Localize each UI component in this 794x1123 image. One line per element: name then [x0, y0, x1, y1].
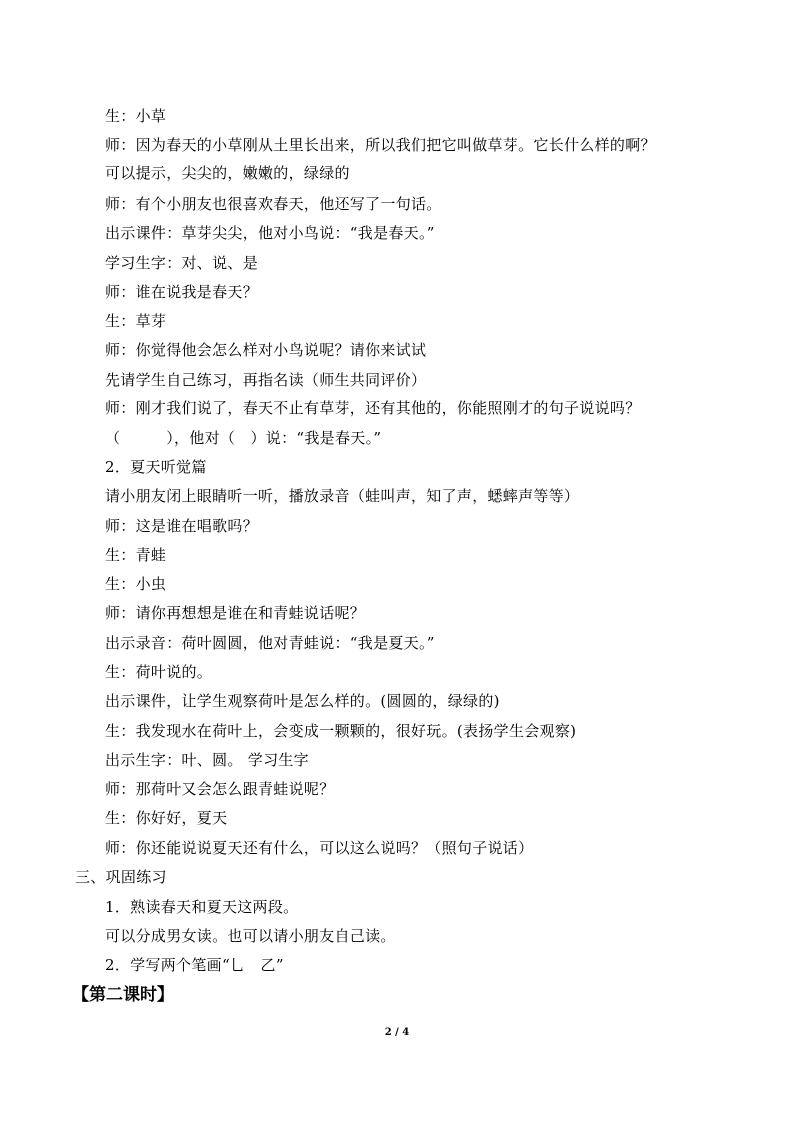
- text-line: 师：这是谁在唱歌吗？: [105, 517, 259, 535]
- text-line: 请小朋友闭上眼睛听一听，播放录音（蛙叫声，知了声，蟋蟀声等等）: [105, 487, 580, 505]
- text-line: 可以提示，尖尖的，嫩嫩的，绿绿的: [105, 164, 350, 182]
- lesson-heading: 【第二课时】: [72, 985, 174, 1005]
- text-line: 师：因为春天的小草刚从土里长出来，所以我们把它叫做草芽。它长什么样的啊？: [105, 136, 656, 154]
- text-line: 生：小草: [105, 107, 167, 125]
- text-line: 生：我发现水在荷叶上，会变成一颗颗的，很好玩。(表扬学生会观察): [105, 722, 577, 740]
- text-line: 师：刚才我们说了，春天不止有草芽，还有其他的，你能照刚才的句子说说吗？: [105, 399, 641, 417]
- text-line: 生：青蛙: [105, 546, 167, 564]
- text-line: 出示生字：叶、圆。 学习生字: [105, 751, 309, 769]
- section-heading: 三、巩固练习: [75, 868, 167, 886]
- text-line: 出示课件，让学生观察荷叶是怎么样的。(圆圆的，绿绿的): [105, 692, 500, 710]
- text-line: 出示课件：草芽尖尖，他对小鸟说：“我是春天。”: [105, 224, 435, 242]
- text-line: 先请学生自己练习，再指名读（师生共同评价）: [105, 371, 427, 389]
- text-line: 师：请你再想想是谁在和青蛙说话呢？: [105, 604, 366, 622]
- section-subheading: 2．夏天听觉篇: [105, 458, 207, 476]
- text-line: 生：你好好，夏天: [105, 809, 228, 827]
- text-line: 师：谁在说我是春天？: [105, 283, 259, 301]
- text-line: 2．学写两个笔画“乚 乙”: [105, 956, 284, 974]
- text-line: 生：草芽: [105, 312, 167, 330]
- text-line: 出示录音：荷叶圆圆，他对青蛙说：“我是夏天。”: [105, 634, 435, 652]
- text-line: 师：你还能说说夏天还有什么，可以这么说吗？（照句子说话）: [105, 839, 534, 857]
- fill-in-sentence: （ ），他对（ ）说：“我是春天。”: [105, 429, 382, 447]
- text-line: 师：你觉得他会怎么样对小鸟说呢？请你来试试: [105, 341, 427, 359]
- text-line: 1．熟读春天和夏天这两段。: [105, 898, 299, 916]
- text-line: 生：小虫: [105, 575, 167, 593]
- text-line: 师：那荷叶又会怎么跟青蛙说呢？: [105, 780, 335, 798]
- text-line: 可以分成男女读。也可以请小朋友自己读。: [105, 927, 396, 945]
- text-line: 学习生字：对、说、是: [105, 254, 259, 272]
- page-number: 2 / 4: [384, 1027, 410, 1038]
- text-line: 生：荷叶说的。: [105, 663, 213, 681]
- text-line: 师：有个小朋友也很喜欢春天，他还写了一句话。: [105, 195, 442, 213]
